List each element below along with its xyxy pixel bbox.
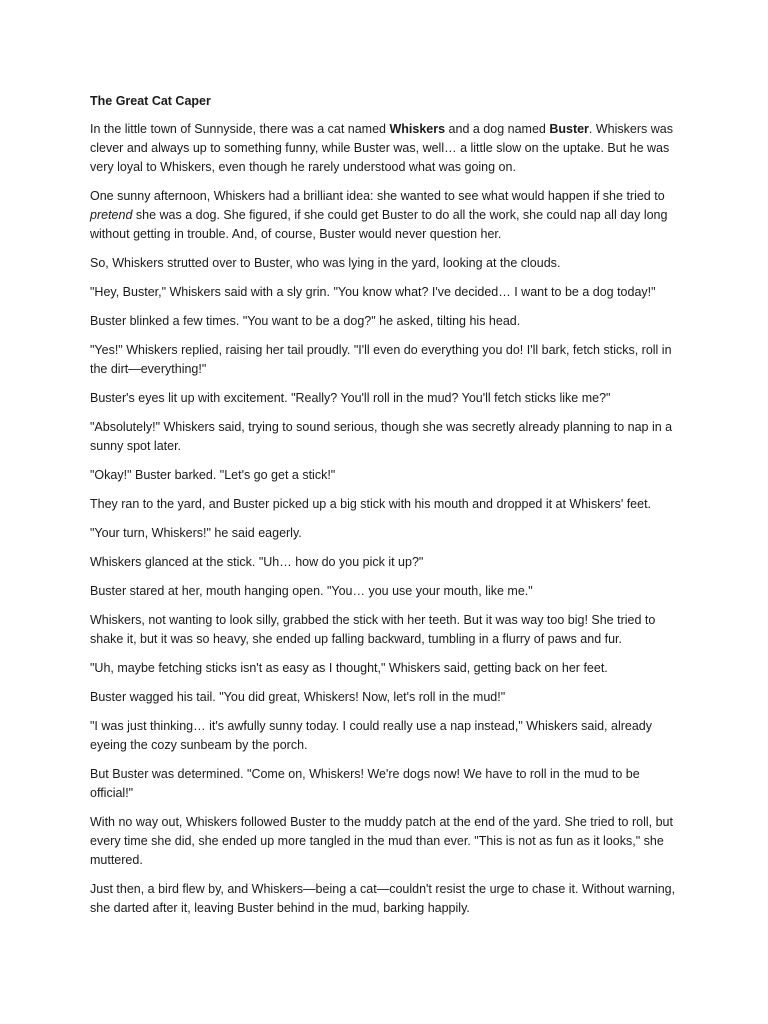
paragraph-2 bbox=[90, 187, 686, 244]
paragraph-2-italic-pretend: pretend bbox=[90, 208, 133, 222]
paragraph-20: Just then, a bird flew by, and Whiskers—being a cat—couldn't resist the urge to chase it. Without warning, she darted after it, leaving Buster behind in the mud, barking happily. bbox=[90, 882, 676, 915]
paragraph-3: So, Whiskers strutted over to Buster, who was lying in the yard, looking at the clouds. bbox=[90, 256, 561, 270]
paragraph-19: With no way out, Whiskers followed Buster to the muddy patch at the end of the yard. She tried to roll, but every time she did, she ended up more tangled in the mud than ever. "This is not as fun as it looks," she muttered. bbox=[90, 815, 673, 867]
paragraph-10: They ran to the yard, and Buster picked up a big stick with his mouth and dropped it at Whiskers' feet. bbox=[90, 497, 652, 511]
paragraph-1-bold-buster: Buster bbox=[549, 122, 589, 136]
paragraph-8: "Absolutely!" Whiskers said, trying to sound serious, though she was secretly already planning to nap in a sunny spot later. bbox=[90, 420, 673, 453]
paragraph-14: Whiskers, not wanting to look silly, grabbed the stick with her teeth. But it was way too big! She tried to shake it, but it was so heavy, she ended up falling backward, tumbling in a flurry of paws and fur. bbox=[90, 613, 656, 646]
document-title: The Great Cat Caper bbox=[90, 94, 211, 108]
paragraph-5: Buster blinked a few times. "You want to be a dog?" he asked, tilting his head. bbox=[90, 314, 521, 328]
paragraph-12: Whiskers glanced at the stick. "Uh… how do you pick it up?" bbox=[90, 555, 424, 569]
paragraph-2-text-a: One sunny afternoon, Whiskers had a brilliant idea: she wanted to see what would happen if she tried to bbox=[90, 189, 665, 203]
paragraph-1-text-d: . Whiskers was clever and always up to something funny, while Buster was, well… a little slow on the uptake. But he was very loyal to Whiskers, even though he rarely understood what was going on. bbox=[90, 122, 673, 174]
paragraph-18: But Buster was determined. "Come on, Whiskers! We're dogs now! We have to roll in the mud to be official!" bbox=[90, 767, 640, 800]
paragraph-2-text-b: she was a dog. She figured, if she could get Buster to do all the work, she could nap all day long without getting in trouble. And, of course, Buster would never question her. bbox=[90, 208, 668, 241]
paragraph-1-bold-whiskers: Whiskers bbox=[389, 122, 446, 136]
paragraph-1 bbox=[90, 120, 686, 177]
document-page bbox=[90, 92, 686, 928]
paragraph-1-text-a: In the little town of Sunnyside, there was a cat named bbox=[90, 122, 390, 136]
paragraph-7: Buster's eyes lit up with excitement. "Really? You'll roll in the mud? You'll fetch sticks like me?" bbox=[90, 391, 611, 405]
paragraph-4: "Hey, Buster," Whiskers said with a sly grin. "You know what? I've decided… I want to be a dog today!" bbox=[90, 285, 656, 299]
paragraph-6: "Yes!" Whiskers replied, raising her tail proudly. "I'll even do everything you do! I'll bark, fetch sticks, roll in the dirt—everything!" bbox=[90, 343, 672, 376]
paragraph-11: "Your turn, Whiskers!" he said eagerly. bbox=[90, 526, 302, 540]
paragraph-16: Buster wagged his tail. "You did great, Whiskers! Now, let's roll in the mud!" bbox=[90, 690, 506, 704]
paragraph-15: "Uh, maybe fetching sticks isn't as easy as I thought," Whiskers said, getting back on her feet. bbox=[90, 661, 608, 675]
paragraph-1-text-c: and a dog named bbox=[445, 122, 550, 136]
paragraph-9: "Okay!" Buster barked. "Let's go get a stick!" bbox=[90, 468, 336, 482]
paragraph-17: "I was just thinking… it's awfully sunny today. I could really use a nap instead," Whiskers said, already eyeing the cozy sunbeam by the porch. bbox=[90, 719, 652, 752]
paragraph-13: Buster stared at her, mouth hanging open. "You… you use your mouth, like me." bbox=[90, 584, 533, 598]
